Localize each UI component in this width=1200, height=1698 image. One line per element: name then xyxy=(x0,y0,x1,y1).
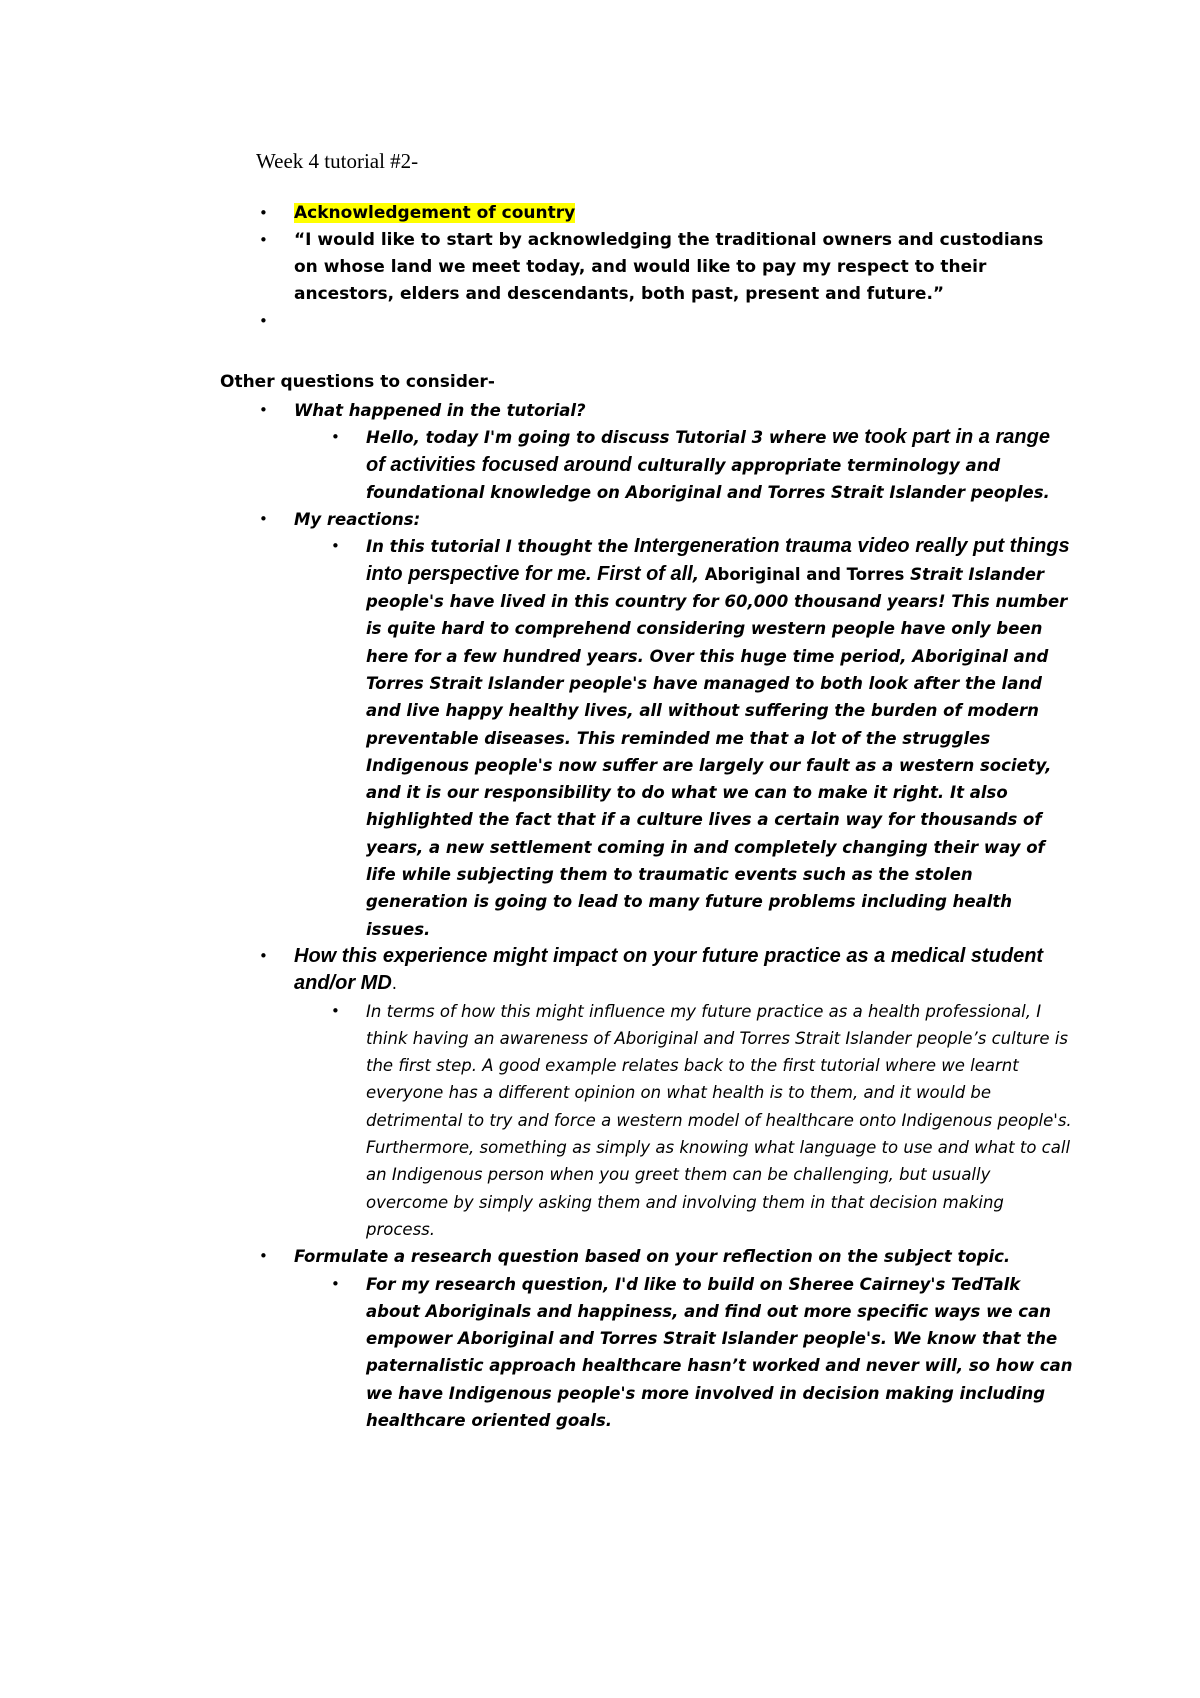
answer-text: Hello, today I'm going to discuss Tutorial 3 where xyxy=(366,428,833,448)
bullet-icon: • xyxy=(259,1247,268,1266)
answer-text: For my research question, I'd like to build on Sheree Cairney's TedTalk about Aboriginals and happiness, and find out more specific ways we can empower Aboriginal and Torres Strait Islander people's. We know that the paternalistic approach healthcare hasn’t worked and never will, so how can we have Indigenous people's more involved in decision making including healthcare oriented goals. xyxy=(366,1274,1073,1430)
answer-list xyxy=(294,998,1074,1244)
question-text: My reactions: xyxy=(294,510,421,530)
answer-list xyxy=(294,533,1074,942)
acknowledgement-list xyxy=(259,200,1054,335)
answer-text: Aboriginal and Torres xyxy=(704,564,905,584)
answer-item xyxy=(331,998,1074,1244)
bullet-icon: • xyxy=(259,401,268,419)
answer-item xyxy=(331,1271,1074,1435)
questions-list xyxy=(259,397,1074,1434)
bullet-icon: • xyxy=(259,204,268,222)
empty-list-item xyxy=(259,308,1054,335)
answer-text: Strait Islander people's have lived in this country for 60,000 thousand years! This number is quite hard to comprehend considering western people have only been here for a few hundred years. Over this huge time period, Aboriginal and Torres Strait Islander people's have managed to both look after the land and live happy healthy lives, all without suffering the burden of modern preventable diseases. This reminded me that a lot of the struggles Indigenous people's now suffer are largely our fault as a western society, and it is our responsibility to do what we can to make it right. It also highlighted the fact that if a culture lives a certain way for thousands of years, a new settlement coming in and completely changing their way of life while subjecting them to traumatic events such as the stolen generation is going to lead to many future problems including health issues. xyxy=(366,564,1068,939)
bullet-icon: • xyxy=(259,510,268,529)
list-item xyxy=(259,227,1054,308)
question-item xyxy=(259,397,1074,506)
section-heading: Other questions to consider- xyxy=(220,372,495,392)
question-text: How this experience might impact on your future practice as a medical student and/or MD xyxy=(294,944,1044,995)
question-text: Formulate a research question based on your reflection on the subject topic. xyxy=(294,1247,1011,1267)
answer-emphasis: we took part in a range of activities focused around xyxy=(366,426,1050,476)
bullet-icon: • xyxy=(331,1274,340,1293)
bullet-icon: • xyxy=(331,428,340,447)
question-item xyxy=(259,943,1074,1243)
bullet-icon: • xyxy=(331,1001,340,1020)
answer-text: culturally appropriate terminology and foundational knowledge on Aboriginal and Torres Strait Islander peoples. xyxy=(366,455,1050,502)
answer-list xyxy=(294,424,1074,506)
acknowledgement-quote: “I would like to start by acknowledging the traditional owners and custodians on whose land we meet today, and would like to pay my respect to their ancestors, elders and descendants, both past, present and future.” xyxy=(294,230,1044,304)
bullet-icon: • xyxy=(259,231,268,249)
bullet-icon: • xyxy=(259,312,268,330)
question-item xyxy=(259,506,1074,943)
answer-text: , xyxy=(692,564,705,584)
answer-item xyxy=(331,533,1074,942)
question-text-end: . xyxy=(391,974,398,994)
acknowledgement-heading: Acknowledgement of country xyxy=(294,203,576,223)
bullet-icon: • xyxy=(259,946,268,965)
answer-list xyxy=(294,1271,1074,1435)
answer-text: In this tutorial I thought the xyxy=(366,537,635,557)
list-item xyxy=(259,200,1054,227)
question-item xyxy=(259,1243,1074,1434)
answer-text: In terms of how this might influence my future practice as a health professional, I think having an awareness of Aboriginal and Torres Strait Islander people’s culture is the first step. A good example relates back to the first tutorial where we learnt everyone has a different opinion on what health is to them, and it would be detrimental to try and force a western model of healthcare onto Indigenous people's. Furthermore, something as simply as knowing what language to use and what to call an Indigenous person when you greet them can be challenging, but usually overcome by simply asking them and involving them in that decision making process. xyxy=(366,1001,1072,1239)
page-title: Week 4 tutorial #2- xyxy=(256,149,419,173)
question-text: What happened in the tutorial? xyxy=(294,401,586,420)
answer-emphasis: Intergeneration trauma video really put things into perspective for me. First of all xyxy=(366,535,1070,585)
bullet-icon: • xyxy=(331,537,340,556)
answer-item xyxy=(331,424,1074,506)
